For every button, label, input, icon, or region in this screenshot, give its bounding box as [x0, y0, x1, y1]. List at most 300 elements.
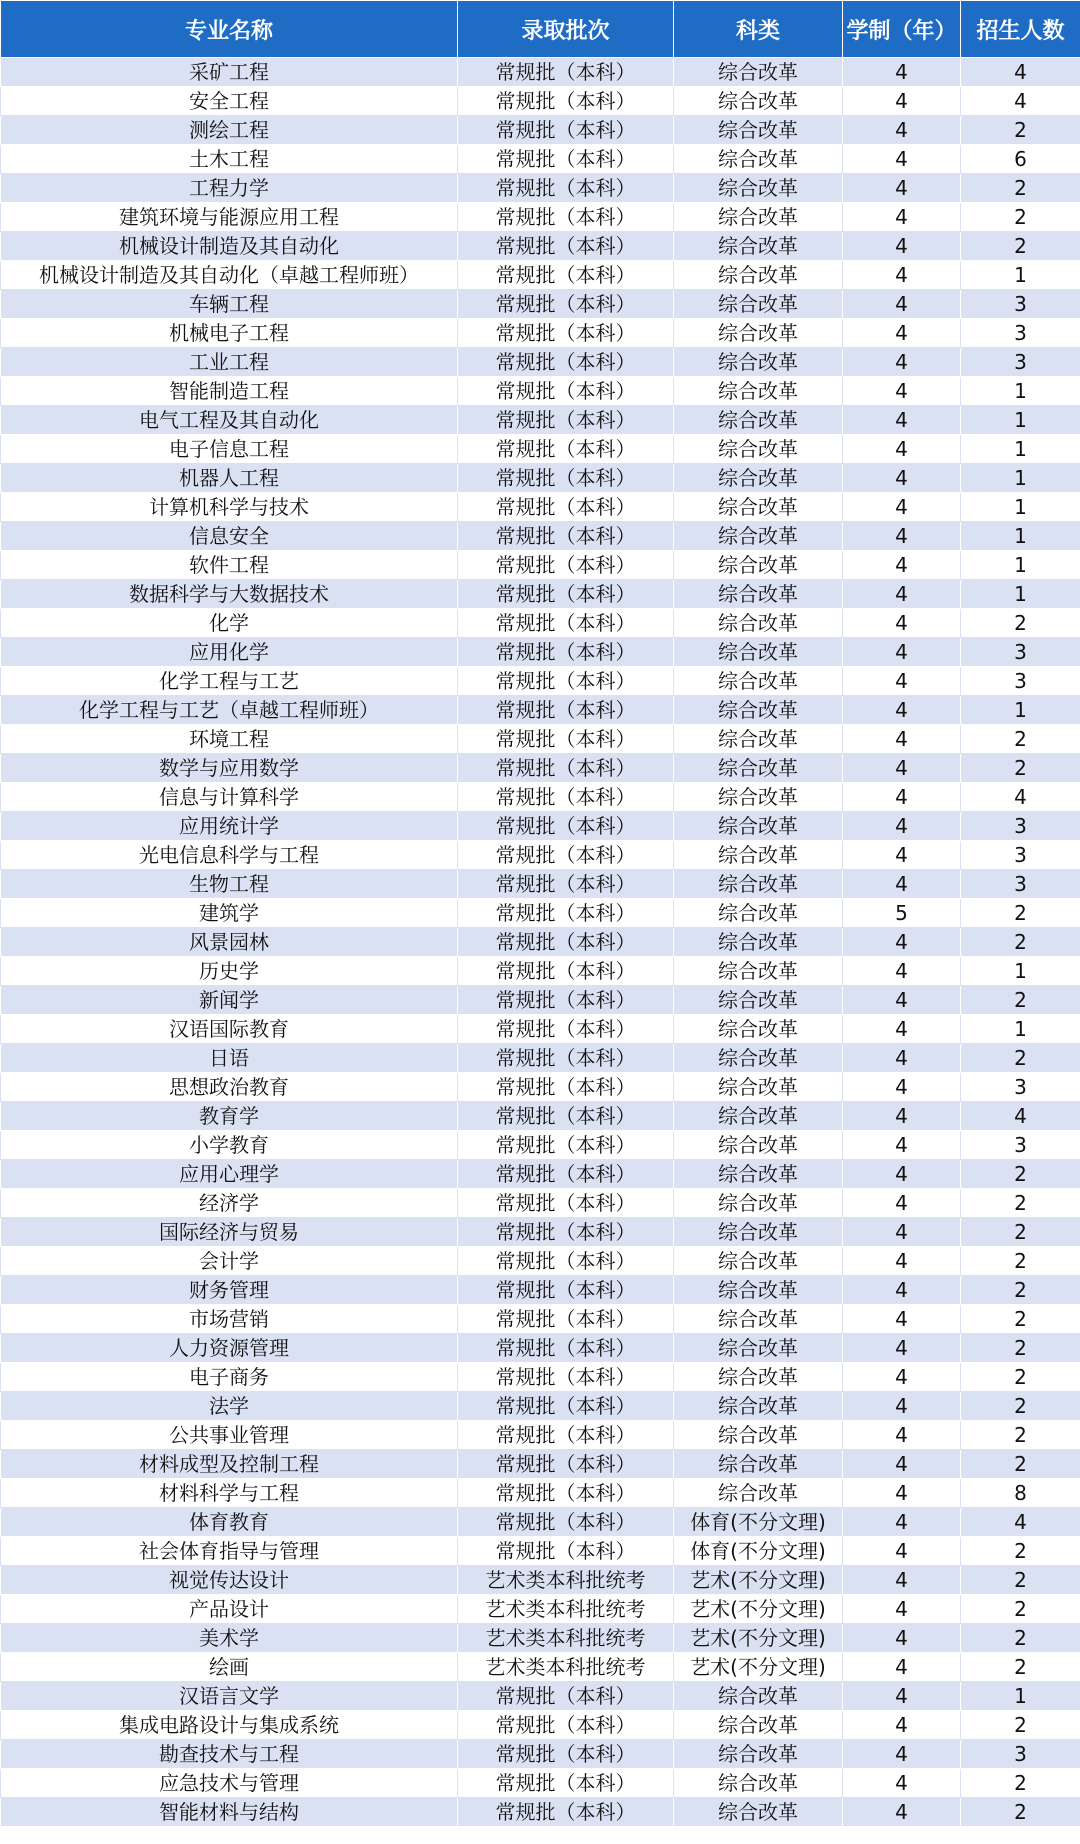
cell-duration-years: 4 — [843, 957, 961, 986]
cell-admission-batch: 常规批（本科） — [458, 754, 674, 783]
cell-category: 综合改革 — [674, 1218, 843, 1247]
cell-admission-batch: 常规批（本科） — [458, 1276, 674, 1305]
cell-category: 综合改革 — [674, 1015, 843, 1044]
cell-category: 综合改革 — [674, 841, 843, 870]
table-row — [1, 1508, 1080, 1537]
cell-category: 综合改革 — [674, 928, 843, 957]
cell-major-name: 机械设计制造及其自动化（卓越工程师班） — [1, 261, 458, 290]
table-row — [1, 377, 1080, 406]
cell-major-name: 法学 — [1, 1392, 458, 1421]
cell-major-name: 测绘工程 — [1, 116, 458, 145]
cell-enrollment-count: 3 — [961, 319, 1080, 348]
table-row — [1, 464, 1080, 493]
cell-category: 综合改革 — [674, 1102, 843, 1131]
cell-major-name: 信息安全 — [1, 522, 458, 551]
cell-enrollment-count: 4 — [961, 1508, 1080, 1537]
cell-major-name: 公共事业管理 — [1, 1421, 458, 1450]
table-row — [1, 1131, 1080, 1160]
cell-category: 体育(不分文理) — [674, 1508, 843, 1537]
cell-category: 综合改革 — [674, 145, 843, 174]
cell-major-name: 采矿工程 — [1, 58, 458, 87]
cell-duration-years: 4 — [843, 1218, 961, 1247]
table-row — [1, 145, 1080, 174]
cell-duration-years: 4 — [843, 1421, 961, 1450]
cell-enrollment-count: 1 — [961, 435, 1080, 464]
cell-category: 综合改革 — [674, 725, 843, 754]
cell-category: 综合改革 — [674, 1363, 843, 1392]
cell-major-name: 材料科学与工程 — [1, 1479, 458, 1508]
cell-major-name: 产品设计 — [1, 1595, 458, 1624]
table-row — [1, 1102, 1080, 1131]
cell-admission-batch: 常规批（本科） — [458, 1160, 674, 1189]
cell-duration-years: 4 — [843, 1479, 961, 1508]
cell-enrollment-count: 2 — [961, 1421, 1080, 1450]
cell-duration-years: 4 — [843, 1363, 961, 1392]
cell-admission-batch: 常规批（本科） — [458, 609, 674, 638]
cell-major-name: 应用心理学 — [1, 1160, 458, 1189]
cell-admission-batch: 常规批（本科） — [458, 1421, 674, 1450]
cell-admission-batch: 常规批（本科） — [458, 377, 674, 406]
cell-enrollment-count: 2 — [961, 1363, 1080, 1392]
cell-enrollment-count: 3 — [961, 1073, 1080, 1102]
header-category: 科类 — [674, 1, 843, 58]
cell-enrollment-count: 1 — [961, 493, 1080, 522]
cell-duration-years: 4 — [843, 1769, 961, 1798]
cell-duration-years: 4 — [843, 638, 961, 667]
table-body — [1, 58, 1080, 1827]
cell-enrollment-count: 3 — [961, 812, 1080, 841]
cell-major-name: 勘查技术与工程 — [1, 1740, 458, 1769]
cell-duration-years: 4 — [843, 261, 961, 290]
table-row — [1, 696, 1080, 725]
cell-admission-batch: 常规批（本科） — [458, 1218, 674, 1247]
cell-enrollment-count: 2 — [961, 725, 1080, 754]
table-row — [1, 1682, 1080, 1711]
cell-duration-years: 4 — [843, 1508, 961, 1537]
cell-major-name: 机械电子工程 — [1, 319, 458, 348]
cell-enrollment-count: 1 — [961, 377, 1080, 406]
cell-category: 综合改革 — [674, 1392, 843, 1421]
cell-enrollment-count: 1 — [961, 1015, 1080, 1044]
cell-category: 综合改革 — [674, 377, 843, 406]
cell-category: 综合改革 — [674, 87, 843, 116]
cell-admission-batch: 常规批（本科） — [458, 435, 674, 464]
cell-category: 综合改革 — [674, 522, 843, 551]
table-row — [1, 667, 1080, 696]
cell-major-name: 车辆工程 — [1, 290, 458, 319]
cell-major-name: 经济学 — [1, 1189, 458, 1218]
cell-major-name: 计算机科学与技术 — [1, 493, 458, 522]
table-row — [1, 1276, 1080, 1305]
cell-enrollment-count: 1 — [961, 696, 1080, 725]
cell-admission-batch: 常规批（本科） — [458, 1392, 674, 1421]
cell-major-name: 新闻学 — [1, 986, 458, 1015]
table-row — [1, 348, 1080, 377]
cell-enrollment-count: 2 — [961, 1566, 1080, 1595]
cell-duration-years: 4 — [843, 1015, 961, 1044]
cell-admission-batch: 常规批（本科） — [458, 580, 674, 609]
cell-enrollment-count: 4 — [961, 58, 1080, 87]
cell-duration-years: 4 — [843, 1624, 961, 1653]
cell-category: 综合改革 — [674, 1276, 843, 1305]
table-row — [1, 957, 1080, 986]
cell-major-name: 会计学 — [1, 1247, 458, 1276]
table-header — [1, 1, 1080, 58]
table-row — [1, 174, 1080, 203]
cell-duration-years: 4 — [843, 87, 961, 116]
cell-admission-batch: 常规批（本科） — [458, 1015, 674, 1044]
cell-major-name: 思想政治教育 — [1, 1073, 458, 1102]
cell-major-name: 土木工程 — [1, 145, 458, 174]
header-admission-batch: 录取批次 — [458, 1, 674, 58]
cell-category: 综合改革 — [674, 899, 843, 928]
cell-admission-batch: 常规批（本科） — [458, 551, 674, 580]
cell-duration-years: 4 — [843, 1189, 961, 1218]
cell-major-name: 光电信息科学与工程 — [1, 841, 458, 870]
cell-duration-years: 4 — [843, 1305, 961, 1334]
cell-duration-years: 4 — [843, 1595, 961, 1624]
cell-duration-years: 4 — [843, 580, 961, 609]
cell-admission-batch: 常规批（本科） — [458, 1247, 674, 1276]
table-row — [1, 522, 1080, 551]
cell-category: 综合改革 — [674, 986, 843, 1015]
cell-enrollment-count: 1 — [961, 261, 1080, 290]
cell-category: 综合改革 — [674, 232, 843, 261]
cell-admission-batch: 常规批（本科） — [458, 116, 674, 145]
cell-duration-years: 4 — [843, 551, 961, 580]
table-row — [1, 899, 1080, 928]
table-row — [1, 1421, 1080, 1450]
table-row — [1, 812, 1080, 841]
cell-duration-years: 4 — [843, 174, 961, 203]
cell-category: 综合改革 — [674, 783, 843, 812]
cell-enrollment-count: 2 — [961, 1334, 1080, 1363]
cell-duration-years: 4 — [843, 1682, 961, 1711]
cell-major-name: 市场营销 — [1, 1305, 458, 1334]
header-duration-years: 学制（年） — [843, 1, 961, 58]
cell-major-name: 历史学 — [1, 957, 458, 986]
cell-category: 综合改革 — [674, 1769, 843, 1798]
cell-admission-batch: 常规批（本科） — [458, 1740, 674, 1769]
cell-category: 综合改革 — [674, 58, 843, 87]
cell-major-name: 应用化学 — [1, 638, 458, 667]
table-row — [1, 1247, 1080, 1276]
cell-admission-batch: 常规批（本科） — [458, 174, 674, 203]
cell-major-name: 数学与应用数学 — [1, 754, 458, 783]
cell-duration-years: 4 — [843, 1044, 961, 1073]
cell-major-name: 智能材料与结构 — [1, 1798, 458, 1827]
cell-enrollment-count: 2 — [961, 1653, 1080, 1682]
table-row — [1, 1798, 1080, 1827]
cell-category: 综合改革 — [674, 1798, 843, 1827]
cell-enrollment-count: 2 — [961, 1798, 1080, 1827]
cell-duration-years: 4 — [843, 1740, 961, 1769]
table-row — [1, 1305, 1080, 1334]
cell-enrollment-count: 2 — [961, 116, 1080, 145]
cell-duration-years: 4 — [843, 1537, 961, 1566]
cell-duration-years: 4 — [843, 290, 961, 319]
cell-admission-batch: 常规批（本科） — [458, 1537, 674, 1566]
cell-major-name: 汉语国际教育 — [1, 1015, 458, 1044]
cell-admission-batch: 常规批（本科） — [458, 1682, 674, 1711]
cell-major-name: 化学工程与工艺 — [1, 667, 458, 696]
cell-duration-years: 4 — [843, 986, 961, 1015]
cell-category: 综合改革 — [674, 290, 843, 319]
table-row — [1, 1479, 1080, 1508]
cell-admission-batch: 常规批（本科） — [458, 725, 674, 754]
cell-category: 综合改革 — [674, 1479, 843, 1508]
cell-category: 综合改革 — [674, 667, 843, 696]
table-row — [1, 1015, 1080, 1044]
cell-enrollment-count: 1 — [961, 957, 1080, 986]
table-row — [1, 1711, 1080, 1740]
cell-duration-years: 4 — [843, 348, 961, 377]
cell-admission-batch: 常规批（本科） — [458, 319, 674, 348]
cell-category: 综合改革 — [674, 551, 843, 580]
cell-duration-years: 4 — [843, 667, 961, 696]
cell-duration-years: 4 — [843, 319, 961, 348]
cell-duration-years: 4 — [843, 145, 961, 174]
cell-enrollment-count: 1 — [961, 522, 1080, 551]
cell-enrollment-count: 2 — [961, 1392, 1080, 1421]
cell-admission-batch: 常规批（本科） — [458, 870, 674, 899]
cell-category: 综合改革 — [674, 1131, 843, 1160]
cell-major-name: 小学教育 — [1, 1131, 458, 1160]
cell-major-name: 应急技术与管理 — [1, 1769, 458, 1798]
cell-enrollment-count: 2 — [961, 754, 1080, 783]
cell-admission-batch: 常规批（本科） — [458, 1334, 674, 1363]
table-row — [1, 1566, 1080, 1595]
cell-major-name: 机器人工程 — [1, 464, 458, 493]
cell-admission-batch: 艺术类本科批统考 — [458, 1653, 674, 1682]
cell-major-name: 信息与计算科学 — [1, 783, 458, 812]
table-row — [1, 319, 1080, 348]
cell-admission-batch: 艺术类本科批统考 — [458, 1624, 674, 1653]
cell-category: 综合改革 — [674, 1305, 843, 1334]
table-row — [1, 1218, 1080, 1247]
cell-major-name: 电子商务 — [1, 1363, 458, 1392]
table-row — [1, 1073, 1080, 1102]
table-row — [1, 406, 1080, 435]
cell-duration-years: 4 — [843, 725, 961, 754]
cell-admission-batch: 常规批（本科） — [458, 1073, 674, 1102]
cell-enrollment-count: 2 — [961, 1595, 1080, 1624]
cell-enrollment-count: 2 — [961, 1218, 1080, 1247]
cell-admission-batch: 常规批（本科） — [458, 58, 674, 87]
cell-admission-batch: 常规批（本科） — [458, 1044, 674, 1073]
cell-category: 综合改革 — [674, 116, 843, 145]
cell-admission-batch: 常规批（本科） — [458, 957, 674, 986]
table-row — [1, 928, 1080, 957]
cell-enrollment-count: 2 — [961, 1160, 1080, 1189]
cell-category: 艺术(不分文理) — [674, 1624, 843, 1653]
cell-duration-years: 4 — [843, 58, 961, 87]
table-row — [1, 725, 1080, 754]
table-row — [1, 754, 1080, 783]
table-row — [1, 203, 1080, 232]
cell-category: 综合改革 — [674, 957, 843, 986]
cell-admission-batch: 常规批（本科） — [458, 986, 674, 1015]
cell-major-name: 机械设计制造及其自动化 — [1, 232, 458, 261]
header-enrollment-count: 招生人数 — [961, 1, 1080, 58]
cell-enrollment-count: 2 — [961, 899, 1080, 928]
cell-admission-batch: 常规批（本科） — [458, 493, 674, 522]
table-row — [1, 58, 1080, 87]
cell-enrollment-count: 2 — [961, 1247, 1080, 1276]
cell-category: 综合改革 — [674, 754, 843, 783]
cell-duration-years: 4 — [843, 464, 961, 493]
cell-major-name: 风景园林 — [1, 928, 458, 957]
cell-category: 综合改革 — [674, 870, 843, 899]
table-row — [1, 1334, 1080, 1363]
cell-duration-years: 4 — [843, 1102, 961, 1131]
cell-enrollment-count: 3 — [961, 667, 1080, 696]
table-row — [1, 1044, 1080, 1073]
cell-category: 综合改革 — [674, 1711, 843, 1740]
cell-admission-batch: 常规批（本科） — [458, 1102, 674, 1131]
cell-major-name: 美术学 — [1, 1624, 458, 1653]
cell-category: 综合改革 — [674, 1189, 843, 1218]
cell-major-name: 环境工程 — [1, 725, 458, 754]
table-row — [1, 551, 1080, 580]
cell-admission-batch: 常规批（本科） — [458, 638, 674, 667]
cell-enrollment-count: 6 — [961, 145, 1080, 174]
cell-category: 综合改革 — [674, 1334, 843, 1363]
cell-admission-batch: 常规批（本科） — [458, 522, 674, 551]
cell-major-name: 工程力学 — [1, 174, 458, 203]
cell-admission-batch: 常规批（本科） — [458, 1131, 674, 1160]
cell-admission-batch: 常规批（本科） — [458, 1769, 674, 1798]
cell-admission-batch: 常规批（本科） — [458, 290, 674, 319]
table-row — [1, 435, 1080, 464]
cell-admission-batch: 常规批（本科） — [458, 1189, 674, 1218]
cell-enrollment-count: 2 — [961, 928, 1080, 957]
cell-duration-years: 4 — [843, 841, 961, 870]
cell-enrollment-count: 2 — [961, 1276, 1080, 1305]
cell-duration-years: 4 — [843, 1450, 961, 1479]
table-row — [1, 1363, 1080, 1392]
cell-admission-batch: 常规批（本科） — [458, 348, 674, 377]
cell-admission-batch: 常规批（本科） — [458, 203, 674, 232]
cell-enrollment-count: 2 — [961, 203, 1080, 232]
cell-admission-batch: 艺术类本科批统考 — [458, 1566, 674, 1595]
cell-duration-years: 4 — [843, 232, 961, 261]
table-row — [1, 986, 1080, 1015]
cell-category: 艺术(不分文理) — [674, 1595, 843, 1624]
cell-enrollment-count: 1 — [961, 464, 1080, 493]
cell-enrollment-count: 4 — [961, 1102, 1080, 1131]
cell-enrollment-count: 2 — [961, 609, 1080, 638]
cell-duration-years: 4 — [843, 493, 961, 522]
cell-major-name: 视觉传达设计 — [1, 1566, 458, 1595]
cell-category: 综合改革 — [674, 1044, 843, 1073]
cell-major-name: 绘画 — [1, 1653, 458, 1682]
cell-duration-years: 4 — [843, 696, 961, 725]
cell-admission-batch: 常规批（本科） — [458, 783, 674, 812]
cell-major-name: 建筑学 — [1, 899, 458, 928]
cell-enrollment-count: 3 — [961, 348, 1080, 377]
cell-major-name: 应用统计学 — [1, 812, 458, 841]
cell-admission-batch: 常规批（本科） — [458, 1479, 674, 1508]
cell-enrollment-count: 2 — [961, 1537, 1080, 1566]
cell-major-name: 生物工程 — [1, 870, 458, 899]
cell-enrollment-count: 4 — [961, 87, 1080, 116]
cell-enrollment-count: 2 — [961, 1711, 1080, 1740]
cell-admission-batch: 常规批（本科） — [458, 464, 674, 493]
cell-duration-years: 4 — [843, 928, 961, 957]
cell-duration-years: 4 — [843, 1073, 961, 1102]
table-row — [1, 1537, 1080, 1566]
table-row — [1, 1769, 1080, 1798]
table-row — [1, 1595, 1080, 1624]
cell-duration-years: 4 — [843, 1711, 961, 1740]
cell-admission-batch: 艺术类本科批统考 — [458, 1595, 674, 1624]
table-row — [1, 1450, 1080, 1479]
cell-major-name: 数据科学与大数据技术 — [1, 580, 458, 609]
cell-admission-batch: 常规批（本科） — [458, 145, 674, 174]
cell-enrollment-count: 1 — [961, 406, 1080, 435]
cell-category: 综合改革 — [674, 1682, 843, 1711]
cell-admission-batch: 常规批（本科） — [458, 696, 674, 725]
table-row — [1, 261, 1080, 290]
cell-major-name: 电气工程及其自动化 — [1, 406, 458, 435]
cell-major-name: 化学 — [1, 609, 458, 638]
cell-major-name: 建筑环境与能源应用工程 — [1, 203, 458, 232]
cell-duration-years: 4 — [843, 609, 961, 638]
cell-category: 综合改革 — [674, 406, 843, 435]
cell-category: 综合改革 — [674, 1247, 843, 1276]
cell-enrollment-count: 2 — [961, 1305, 1080, 1334]
table-row — [1, 638, 1080, 667]
table-row — [1, 1624, 1080, 1653]
cell-enrollment-count: 8 — [961, 1479, 1080, 1508]
cell-major-name: 财务管理 — [1, 1276, 458, 1305]
cell-duration-years: 4 — [843, 1566, 961, 1595]
cell-enrollment-count: 2 — [961, 1450, 1080, 1479]
cell-duration-years: 4 — [843, 1276, 961, 1305]
cell-enrollment-count: 2 — [961, 174, 1080, 203]
cell-category: 综合改革 — [674, 464, 843, 493]
cell-duration-years: 4 — [843, 1653, 961, 1682]
cell-duration-years: 4 — [843, 1392, 961, 1421]
cell-duration-years: 4 — [843, 1247, 961, 1276]
table-row — [1, 841, 1080, 870]
cell-admission-batch: 常规批（本科） — [458, 1450, 674, 1479]
cell-enrollment-count: 3 — [961, 1740, 1080, 1769]
cell-admission-batch: 常规批（本科） — [458, 1508, 674, 1537]
cell-major-name: 人力资源管理 — [1, 1334, 458, 1363]
cell-admission-batch: 常规批（本科） — [458, 1363, 674, 1392]
cell-enrollment-count: 2 — [961, 1769, 1080, 1798]
cell-duration-years: 4 — [843, 435, 961, 464]
cell-enrollment-count: 4 — [961, 783, 1080, 812]
cell-duration-years: 4 — [843, 116, 961, 145]
cell-category: 综合改革 — [674, 1421, 843, 1450]
cell-duration-years: 4 — [843, 203, 961, 232]
cell-duration-years: 4 — [843, 1798, 961, 1827]
cell-category: 综合改革 — [674, 261, 843, 290]
cell-admission-batch: 常规批（本科） — [458, 812, 674, 841]
cell-duration-years: 5 — [843, 899, 961, 928]
cell-enrollment-count: 3 — [961, 1131, 1080, 1160]
table-row — [1, 870, 1080, 899]
cell-admission-batch: 常规批（本科） — [458, 928, 674, 957]
cell-category: 艺术(不分文理) — [674, 1653, 843, 1682]
cell-major-name: 工业工程 — [1, 348, 458, 377]
table-row — [1, 290, 1080, 319]
cell-duration-years: 4 — [843, 406, 961, 435]
cell-major-name: 汉语言文学 — [1, 1682, 458, 1711]
